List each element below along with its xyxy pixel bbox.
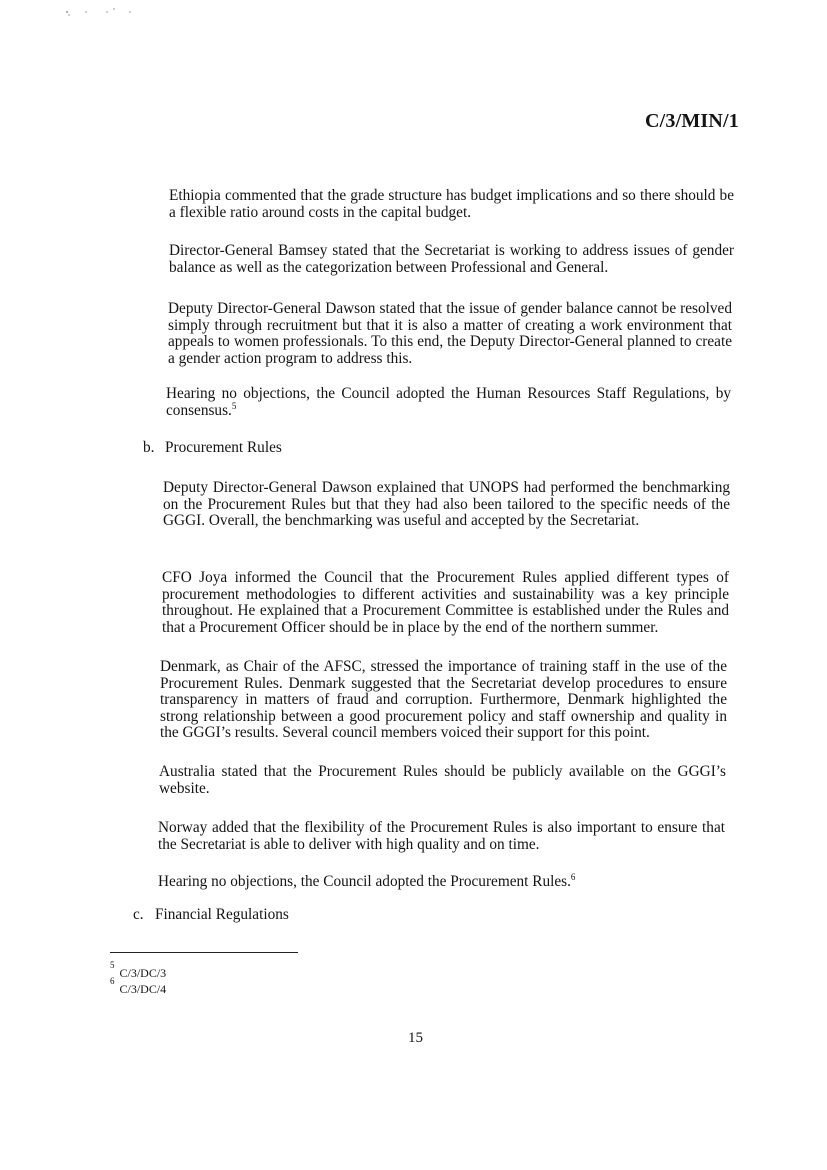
section-heading-procurement-rules xyxy=(143,440,282,457)
footnote-divider xyxy=(110,952,298,953)
footnote-text: C/3/DC/4 xyxy=(119,982,167,996)
paragraph-text: Hearing no objections, the Council adopted the Procurement Rules. xyxy=(158,873,571,890)
footnote-reference: 5 xyxy=(231,400,237,411)
paragraph-text: Hearing no objections, the Council adopted the Human Resources Staff Regulations, by consensus. xyxy=(166,385,731,419)
paragraph-director-general-bamsey xyxy=(169,243,734,276)
paragraph-denmark-afsc xyxy=(160,659,727,742)
footnote-number: 6 xyxy=(110,976,115,986)
paragraph-text: CFO Joya informed the Council that the Procurement Rules applied different types of procurement methodologies to different activities and sustainability was a key principle throughout. He explained that a Procurement Committee is established under the Rules and that a Procurement Officer should be in place by the end of the northern summer. xyxy=(162,569,729,636)
section-title: Procurement Rules xyxy=(165,439,282,456)
section-marker: b. xyxy=(143,439,155,456)
paragraph-text: Director-General Bamsey stated that the Secretariat is working to address issues of gender balance as well as the categorization between Professional and General. xyxy=(169,242,734,276)
paragraph-cfo-joya xyxy=(162,570,729,636)
section-marker: c. xyxy=(133,906,144,923)
section-title: Financial Regulations xyxy=(155,906,289,923)
paragraph-text: Deputy Director-General Dawson explained that UNOPS had performed the benchmarking on the Procurement Rules but that they had also been tailored to the specific needs of the GGGI. Overall, the benchmarking was useful and accepted by the Secretariat. xyxy=(163,479,730,529)
paragraph-text: Australia stated that the Procurement Rules should be publicly available on the GGGI’s website. xyxy=(159,763,726,797)
paragraph-australia xyxy=(159,764,726,797)
paragraph-ethiopia xyxy=(169,188,734,221)
paragraph-hr-regulations-adopted xyxy=(166,386,731,419)
paragraph-text: Ethiopia commented that the grade structure has budget implications and so there should be a flexible ratio around costs in the capital budget. xyxy=(169,187,734,221)
section-heading-financial-regulations xyxy=(133,907,289,924)
footnote-number: 5 xyxy=(110,960,115,970)
paragraph-text: Norway added that the flexibility of the Procurement Rules is also important to ensure that the Secretariat is able to deliver with high quality and on time. xyxy=(158,819,725,853)
footnote-text: C/3/DC/3 xyxy=(119,966,167,980)
paragraph-unops-benchmarking xyxy=(163,480,730,530)
paragraph-text: Denmark, as Chair of the AFSC, stressed the importance of training staff in the use of the Procurement Rules. Denmark suggested that the Secretariat develop procedures to ensure transparency in matters of fraud and corruption. Furthermore, Denmark highlighted the strong relationship between a good procurement policy and staff ownership and quality in the GGGI’s results. Several council members voiced their support for this point. xyxy=(160,658,727,741)
scan-speck-marks xyxy=(64,4,154,18)
page-number: 15 xyxy=(408,1030,423,1046)
document-code: C/3/MIN/1 xyxy=(644,110,739,132)
paragraph-procurement-rules-adopted xyxy=(158,871,725,891)
paragraph-text: Deputy Director-General Dawson stated that the issue of gender balance cannot be resolved simply through recruitment but that it is also a matter of creating a work environment that appeals to women professionals. To this end, the Deputy Director-General planned to create a gender action program to address this. xyxy=(168,300,732,367)
footnote-reference: 6 xyxy=(570,871,576,882)
footnote-6 xyxy=(110,978,166,996)
paragraph-deputy-director-general-gender xyxy=(168,301,732,367)
paragraph-norway xyxy=(158,820,725,853)
